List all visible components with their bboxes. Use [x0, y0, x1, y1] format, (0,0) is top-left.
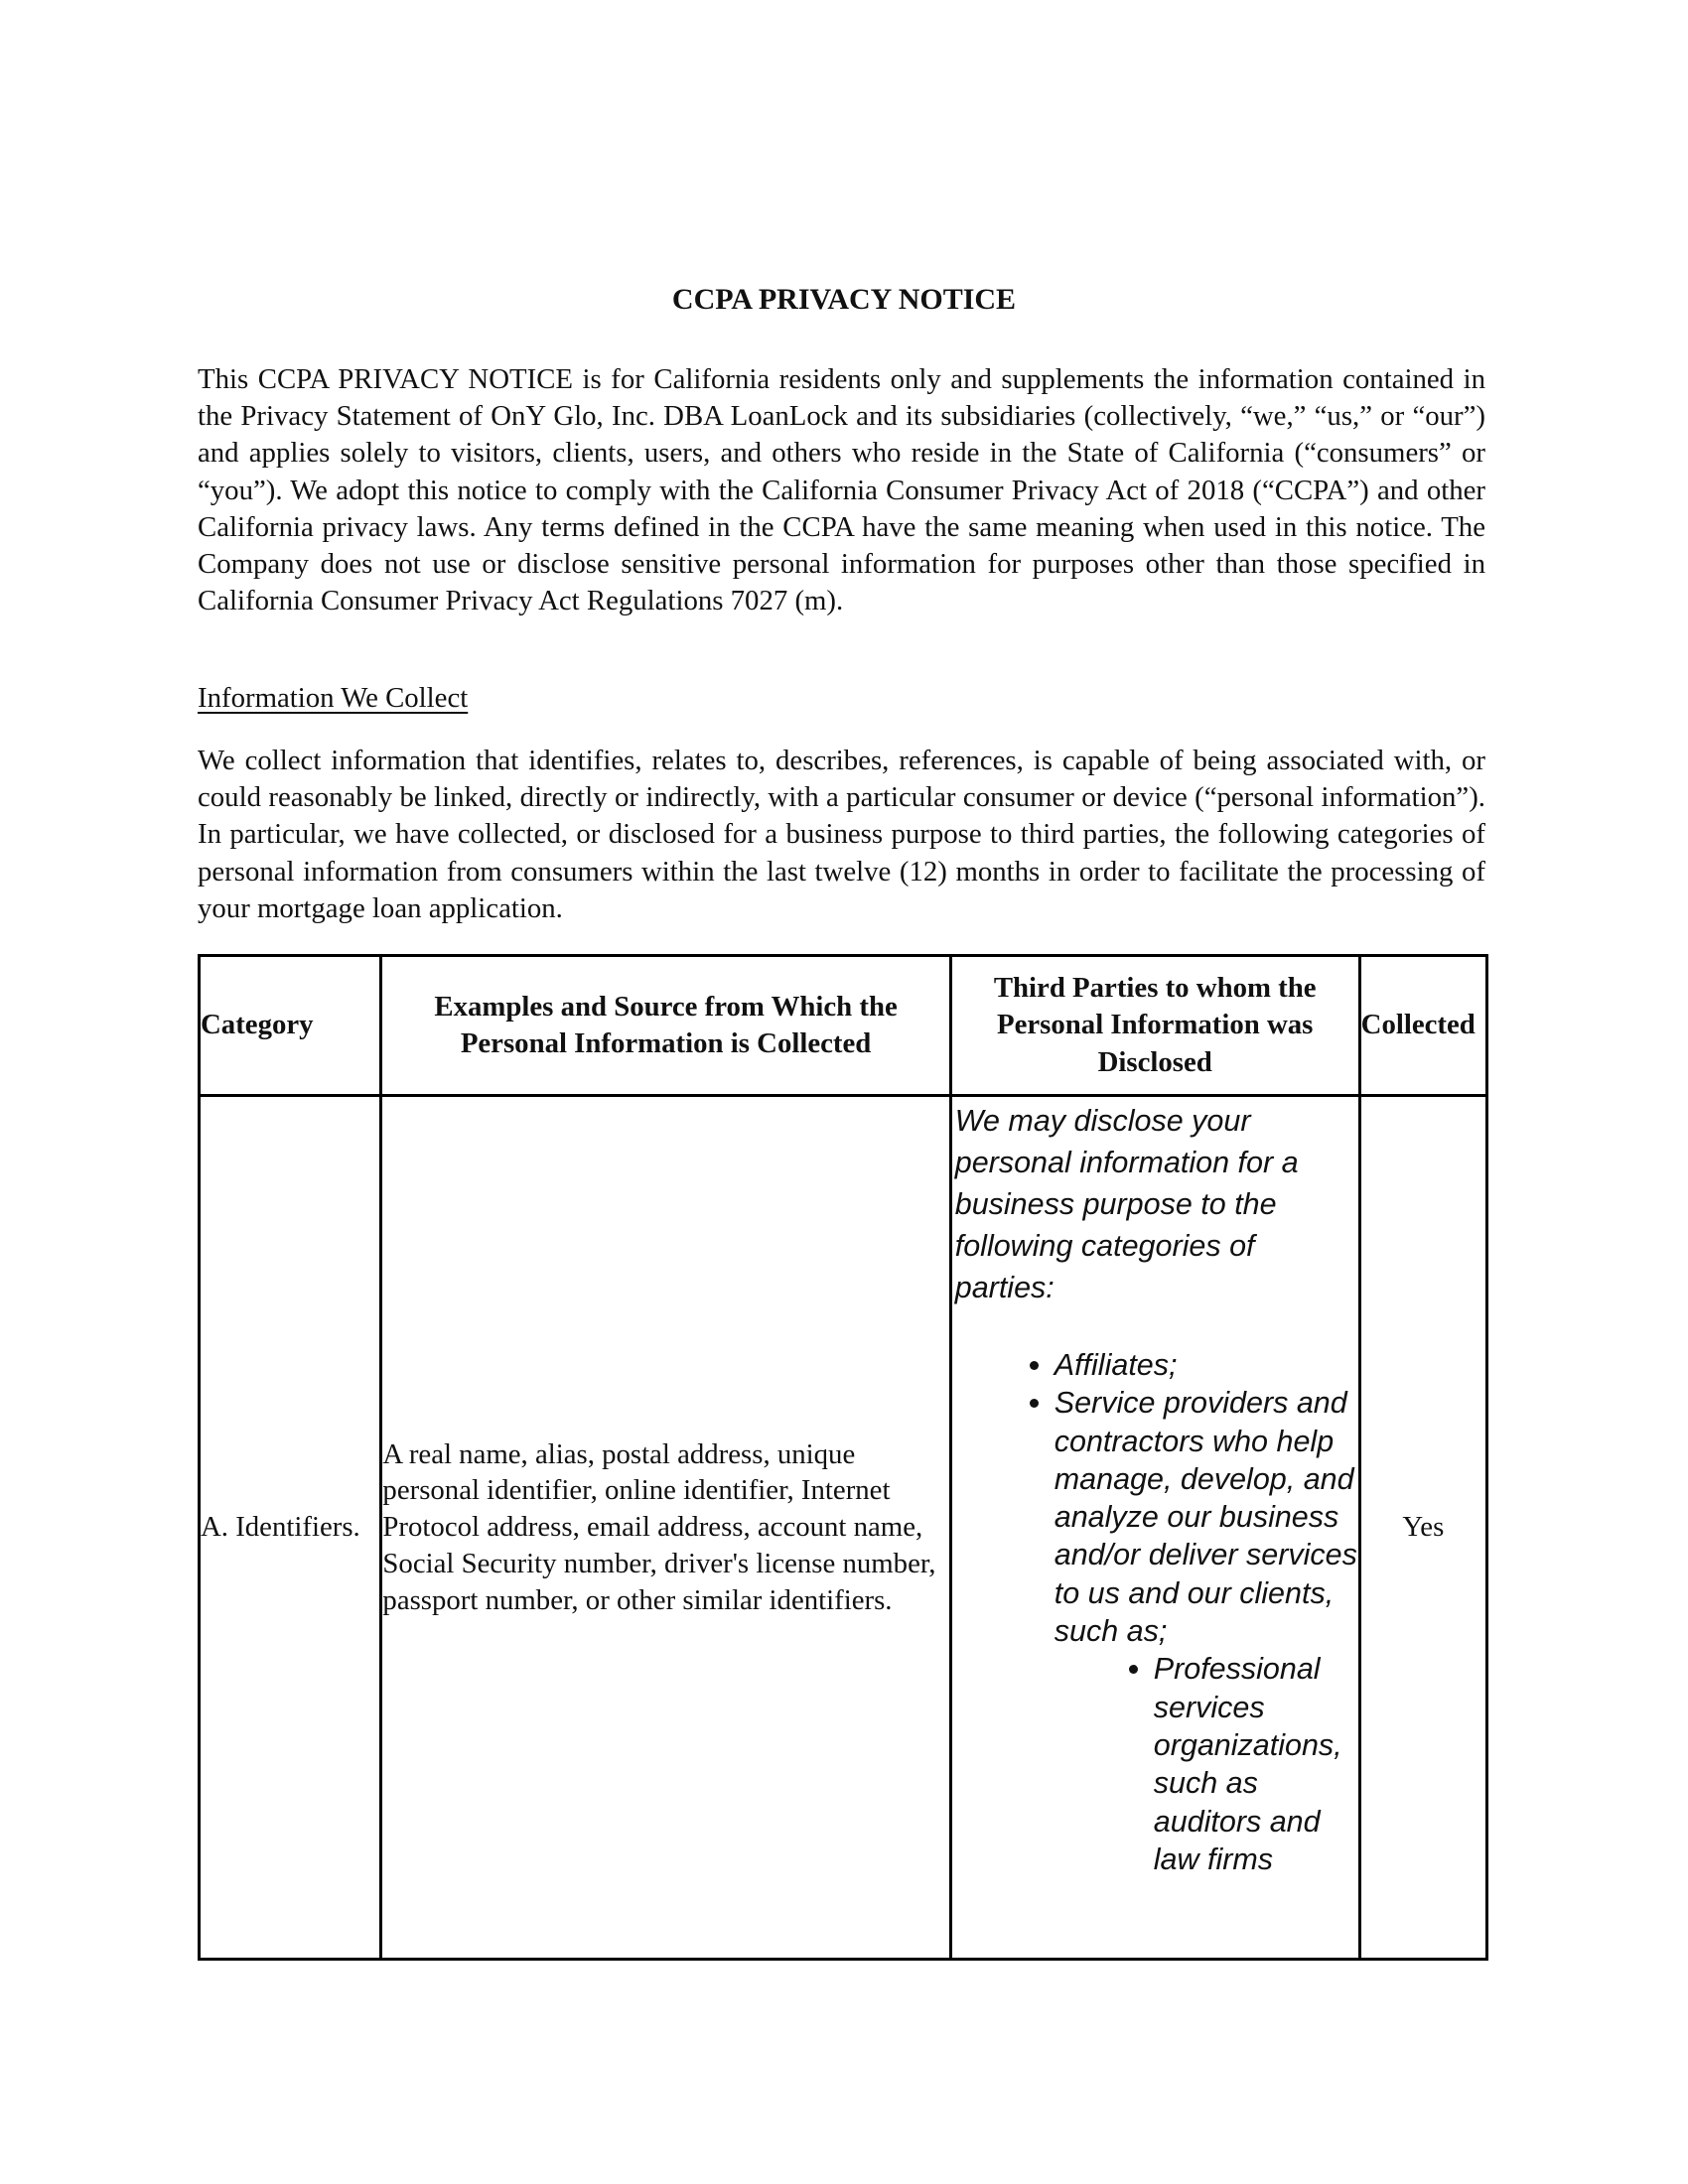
header-category: Category: [200, 956, 381, 1096]
list-item: [1055, 1384, 1358, 1878]
header-third-parties: Third Parties to whom the Personal Information was Disclosed: [950, 956, 1359, 1096]
third-parties-intro: We may disclose your personal information for a business purpose to the following categories of parties:: [954, 1104, 1299, 1304]
sub-parties-list: [1055, 1650, 1358, 1878]
table-row: [200, 1096, 1487, 1960]
row-third-parties: [950, 1096, 1359, 1960]
personal-info-table: [198, 954, 1488, 1961]
row-category: A. Identifiers.: [200, 1096, 381, 1960]
parties-list: [955, 1346, 1358, 1878]
row-collected: Yes: [1359, 1096, 1486, 1960]
header-collected: Collected: [1359, 956, 1486, 1096]
page-title: CCPA PRIVACY NOTICE: [671, 283, 1017, 316]
collect-paragraph: We collect information that identifies, relates to, describes, references, is capable of being associated with, or could reasonably be linked, directly or indirectly, with a particular consumer or device (“personal information”). In particular, we have collected, or disclosed for a business purpose to third parties, the following categories of personal information from consumers within the last twelve (12) months in order to facilitate the processing of your mortgage loan application.: [198, 745, 1485, 924]
header-examples: Examples and Source from Which the Personal Information is Collected: [381, 956, 950, 1096]
list-item-text: Service providers and contractors who help manage, develop, and analyze our business and/or deliver services to us and our clients, such as;: [1054, 1386, 1357, 1649]
list-item: • Professional services organizations, such as auditors and law firms: [1154, 1650, 1358, 1878]
list-item: • Affiliates;: [1055, 1346, 1358, 1384]
row-examples: A real name, alias, postal address, unique personal identifier, online identifier, Internet Protocol address, email address, account name, Social Security number, driver's license number, passport number, or other similar identifiers.: [381, 1096, 950, 1960]
section-heading: Information We Collect: [198, 682, 469, 714]
intro-paragraph: This CCPA PRIVACY NOTICE is for California residents only and supplements the information contained in the Privacy Statement of OnY Glo, Inc. DBA LoanLock and its subsidiaries (collectively, “we,” “us,” or “our”) and applies solely to visitors, clients, users, and others who reside in the State of California (“consumers” or “you”). We adopt this notice to comply with the California Consumer Privacy Act of 2018 (“CCPA”) and other California privacy laws. Any terms defined in the CCPA have the same meaning when used in this notice. The Company does not use or disclose sensitive personal information for purposes other than those specified in California Consumer Privacy Act Regulations 7027 (m).: [198, 363, 1485, 617]
table-header-row: [200, 956, 1487, 1096]
